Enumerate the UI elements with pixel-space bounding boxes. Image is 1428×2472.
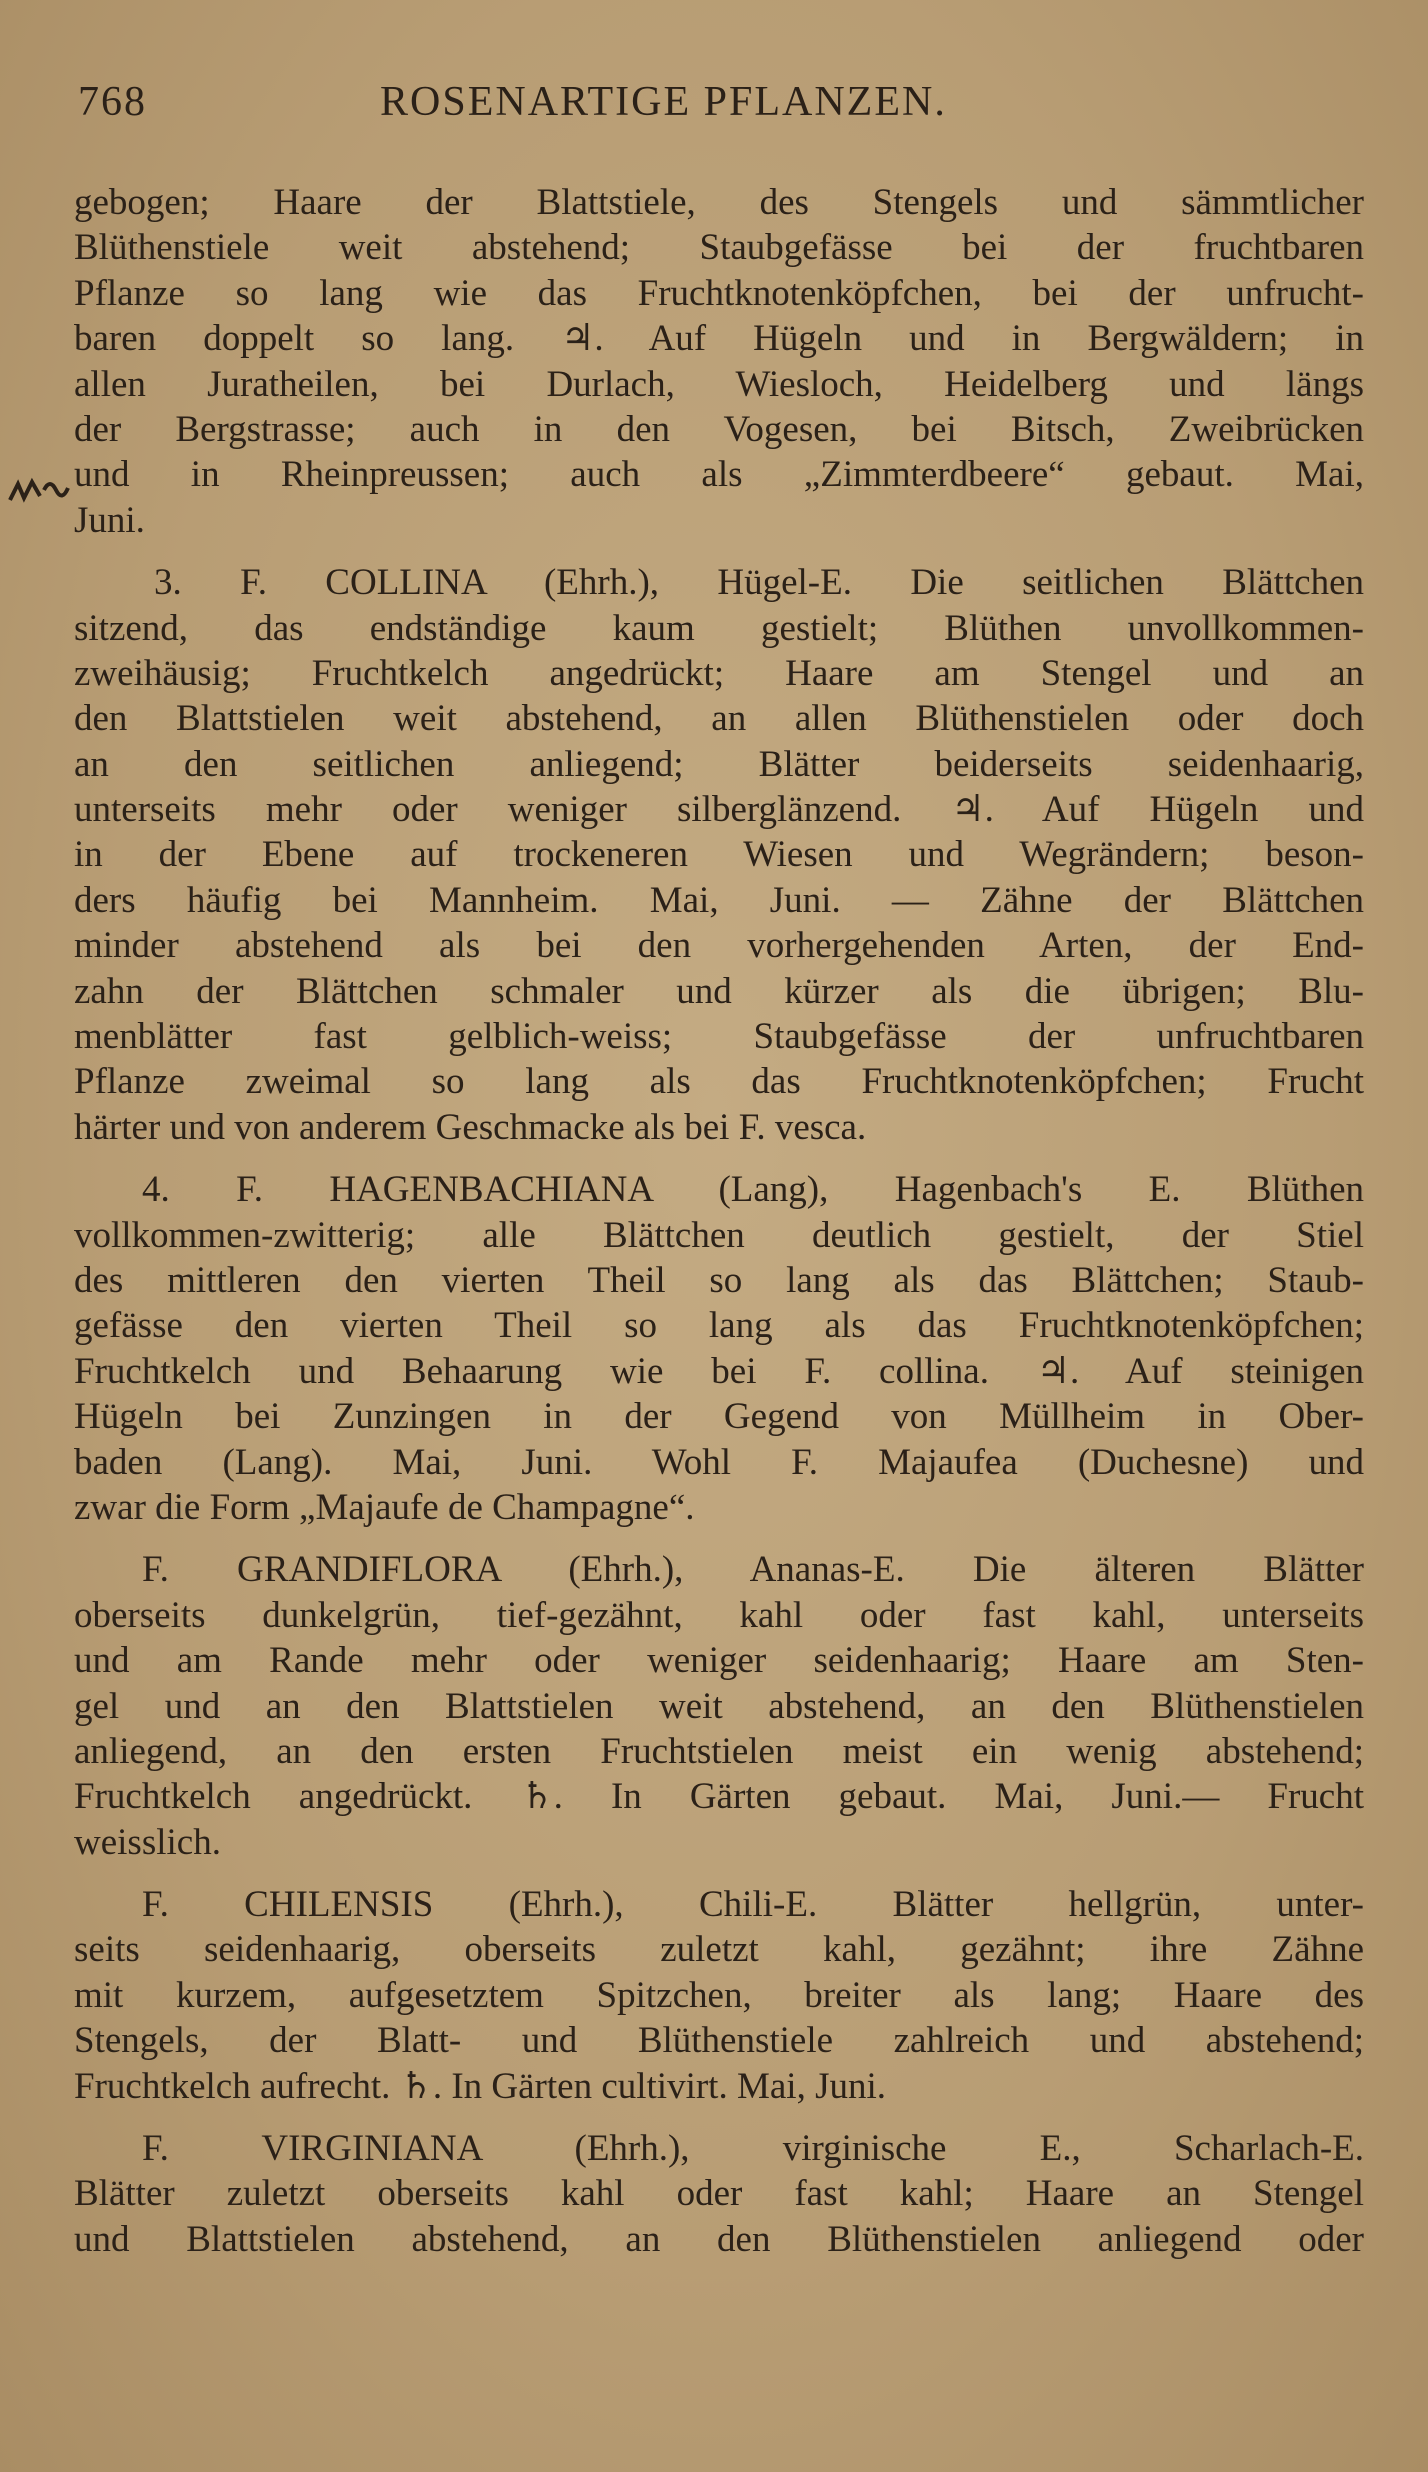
- text-line: Hügeln bei Zunzingen in der Gegend von Müllheim in Ober-: [74, 1396, 1364, 1438]
- paragraph-chilensis-body: [74, 1927, 1364, 2109]
- text-line: der Bergstrasse; auch in den Vogesen, bei Bitsch, Zweibrücken: [74, 408, 1364, 450]
- text-line: 4. F. HAGENBACHIANA (Lang), Hagenbach's E. Blüthen: [142, 1169, 1364, 1211]
- paragraph-virginiana-body: [74, 2171, 1364, 2262]
- text-line: unterseits mehr oder weniger silberglänzend. ♃. Auf Hügeln und: [74, 789, 1364, 831]
- text-line: härter und von anderem Geschmacke als bei F. vesca.: [74, 1106, 867, 1148]
- paragraph-grandiflora: [74, 1547, 1364, 1592]
- text-line: Pflanze so lang wie das Fruchtknotenköpfchen, bei der unfrucht-: [74, 272, 1364, 314]
- text-line: und am Rande mehr oder weniger seidenhaarig; Haare am Sten-: [74, 1640, 1364, 1682]
- text-line: und Blattstielen abstehend, an den Blüthenstielen anliegend oder: [74, 2218, 1364, 2260]
- text-line: Fruchtkelch aufrecht. ♄. In Gärten cultivirt. Mai, Juni.: [74, 2065, 886, 2107]
- text-line: Blätter zuletzt oberseits kahl oder fast kahl; Haare an Stengel: [74, 2173, 1364, 2215]
- running-title: ROSENARTIGE PFLANZEN.: [380, 79, 947, 125]
- text-line: Juni.: [74, 499, 145, 541]
- text-line: gefässe den vierten Theil so lang als das Fruchtknotenköpfchen;: [74, 1305, 1364, 1347]
- paragraph-grandiflora-body: [74, 1593, 1364, 1865]
- text-line: Blüthenstiele weit abstehend; Staubgefässe bei der fruchtbaren: [74, 227, 1364, 269]
- text-line: seits seidenhaarig, oberseits zuletzt kahl, gezähnt; ihre Zähne: [74, 1929, 1364, 1971]
- text-line: Fruchtkelch angedrückt. ♄. In Gärten gebaut. Mai, Juni.— Frucht: [74, 1776, 1364, 1818]
- paragraph-collina-body: [74, 606, 1364, 1151]
- paragraph-hagenbachiana-body: [74, 1213, 1364, 1531]
- text-line: minder abstehend als bei den vorhergehenden Arten, der End-: [74, 925, 1364, 967]
- text-line: gebogen; Haare der Blattstiele, des Stengels und sämmtlicher: [74, 182, 1364, 223]
- text-line: vollkommen-zwitterig; alle Blättchen deutlich gestielt, der Stiel: [74, 1214, 1364, 1256]
- paragraph-virginiana: [74, 2126, 1364, 2171]
- text-line: mit kurzem, aufgesetztem Spitzchen, breiter als lang; Haare des: [74, 1974, 1364, 2016]
- text-line: weisslich.: [74, 1821, 221, 1863]
- handwritten-margin-mark: [6, 470, 76, 510]
- text-line: zahn der Blättchen schmaler und kürzer als die übrigen; Blu-: [74, 970, 1364, 1012]
- text-line: oberseits dunkelgrün, tief-gezähnt, kahl oder fast kahl, unterseits: [74, 1594, 1364, 1636]
- paragraph-hagenbachiana: [74, 1167, 1364, 1212]
- text-line: sitzend, das endständige kaum gestielt; Blüthen unvollkommen-: [74, 607, 1364, 649]
- text-line: baren doppelt so lang. ♃. Auf Hügeln und in Bergwäldern; in: [74, 318, 1364, 360]
- text-line: und in Rheinpreussen; auch als „Zimmterdbeere“ gebaut. Mai,: [74, 454, 1364, 496]
- paragraph-1: [74, 180, 1364, 543]
- text-line: an den seitlichen anliegend; Blätter beiderseits seidenhaarig,: [74, 743, 1364, 785]
- text-line: baden (Lang). Mai, Juni. Wohl F. Majaufea (Duchesne) und: [74, 1441, 1364, 1483]
- text-line: F. CHILENSIS (Ehrh.), Chili-E. Blätter hellgrün, unter-: [142, 1884, 1364, 1926]
- text-line: gel und an den Blattstielen weit abstehend, an den Blüthenstielen: [74, 1685, 1364, 1727]
- text-line: ders häufig bei Mannheim. Mai, Juni. — Zähne der Blättchen: [74, 879, 1364, 921]
- paragraph-collina: [74, 560, 1364, 605]
- text-line: Stengels, der Blatt- und Blüthenstiele zahlreich und abstehend;: [74, 2020, 1364, 2062]
- text-line: allen Juratheilen, bei Durlach, Wiesloch, Heidelberg und längs: [74, 363, 1364, 405]
- page-header: [78, 78, 1358, 138]
- text-line: in der Ebene auf trockeneren Wiesen und Wegrändern; beson-: [74, 834, 1364, 876]
- text-line: 3. F. COLLINA (Ehrh.), Hügel-E. Die seitlichen Blättchen: [154, 562, 1364, 604]
- text-line: zwar die Form „Majaufe de Champagne“.: [74, 1486, 695, 1528]
- text-line: menblätter fast gelblich-weiss; Staubgefässe der unfruchtbaren: [74, 1016, 1364, 1058]
- text-line: zweihäusig; Fruchtkelch angedrückt; Haare am Stengel und an: [74, 652, 1364, 694]
- text-line: F. VIRGINIANA (Ehrh.), virginische E., Scharlach-E.: [142, 2128, 1364, 2170]
- text-line: des mittleren den vierten Theil so lang als das Blättchen; Staub-: [74, 1259, 1364, 1301]
- body-text: [74, 180, 1364, 2262]
- text-line: anliegend, an den ersten Fruchtstielen meist ein wenig abstehend;: [74, 1730, 1364, 1772]
- paragraph-chilensis: [74, 1882, 1364, 1927]
- page-number: 768: [78, 79, 147, 125]
- text-line: Fruchtkelch und Behaarung wie bei F. collina. ♃. Auf steinigen: [74, 1350, 1364, 1392]
- text-line: den Blattstielen weit abstehend, an allen Blüthenstielen oder doch: [74, 698, 1364, 740]
- text-line: F. GRANDIFLORA (Ehrh.), Ananas-E. Die älteren Blätter: [142, 1549, 1364, 1591]
- text-line: Pflanze zweimal so lang als das Fruchtknotenköpfchen; Frucht: [74, 1061, 1364, 1103]
